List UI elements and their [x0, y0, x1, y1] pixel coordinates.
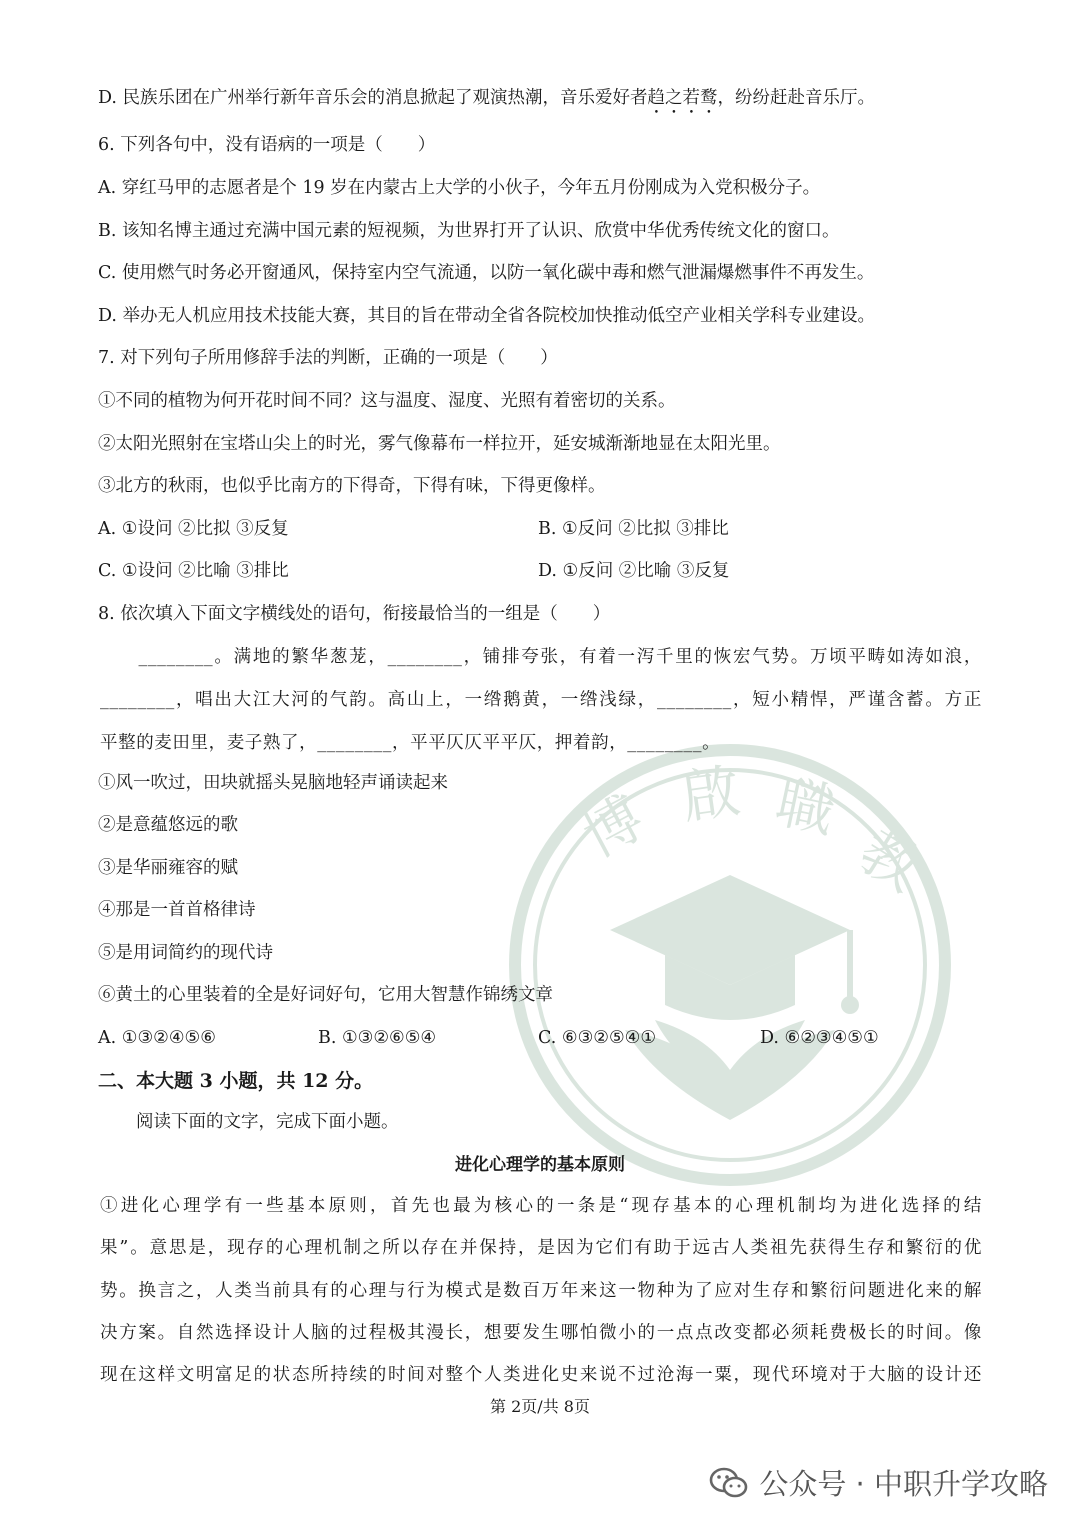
question-7-option-d: D. ①反问 ②比喻 ③反复 — [538, 561, 730, 581]
q5d-text: D. 民族乐团在广州举行新年音乐会的消息掀起了观演热潮，音乐爱好者 — [98, 88, 648, 108]
watermark-char-3: 職 — [770, 767, 841, 846]
question-7-option-a: A. ①设问 ②比拟 ③反复 — [98, 519, 289, 539]
watermark-char-1: 博 — [571, 783, 655, 871]
question-8-item-3: ③是华丽雍容的赋 — [98, 858, 238, 878]
question-6-stem: 6. 下列各句中，没有语病的一项是（ ） — [98, 135, 436, 155]
wechat-watermark — [709, 1462, 1048, 1503]
question-7-sentence-3: ③北方的秋雨，也似乎比南方的下得奇，下得有味，下得更像样。 — [98, 476, 606, 496]
question-8-item-4: ④那是一首首格律诗 — [98, 900, 256, 920]
question-6-option-a: A. 穿红马甲的志愿者是个 19 岁在内蒙古上大学的小伙子，今年五月份刚成为入党积极分子。 — [98, 178, 821, 198]
section-2-heading: 二、本大题 3 小题，共 12 分。 — [98, 1070, 374, 1092]
question-6-option-c: C. 使用燃气时务必开窗通风，保持室内空气流通，以防一氧化碳中毒和燃气泄漏爆燃事件不再发生。 — [98, 263, 875, 283]
q5d-text-end: ，纷纷赶赴音乐厅。 — [717, 88, 876, 108]
question-8-stem: 8. 依次填入下面文字横线处的语句，衔接最恰当的一组是（ ） — [98, 604, 611, 624]
question-7-stem: 7. 对下列句子所用修辞手法的判断，正确的一项是（ ） — [98, 348, 558, 368]
question-7-option-c: C. ①设问 ②比喻 ③排比 — [98, 561, 289, 581]
article-title: 进化心理学的基本原则 — [455, 1155, 625, 1175]
article-paragraph-1-line-4: 决方案。自然选择设计人脑的过程极其漫长，想要发生哪怕微小的一点点改变都必须耗费极长的时间。像 — [100, 1323, 982, 1343]
question-8-option-d: D. ⑥②③④⑤① — [760, 1028, 879, 1048]
question-7-sentence-1: ①不同的植物为何开花时间不同？这与温度、湿度、光照有着密切的关系。 — [98, 391, 676, 411]
question-6-option-d: D. 举办无人机应用技术技能大赛，其目的旨在带动全省各院校加快推动低空产业相关学科专业建设。 — [98, 306, 876, 326]
page-number: 第 2页/共 8页 — [490, 1397, 590, 1416]
question-8-item-2: ②是意蕴悠远的歌 — [98, 815, 238, 835]
reading-instruction: 阅读下面的文字，完成下面小题。 — [136, 1112, 399, 1132]
question-8-option-a: A. ①③②④⑤⑥ — [98, 1028, 216, 1048]
wechat-account-label: 公众号 · 中职升学攻略 — [759, 1467, 1048, 1501]
article-paragraph-1-line-5: 现在这样文明富足的状态所持续的时间对整个人类进化史来说不过沧海一粟，现代环境对于大脑的设计还 — [100, 1365, 982, 1385]
watermark-logo — [505, 740, 955, 1190]
question-8-passage-line-3: 平整的麦田里，麦子熟了，________，平平仄仄平平仄，押着韵，________。 — [100, 733, 721, 753]
question-7-option-b: B. ①反问 ②比拟 ③排比 — [538, 519, 729, 539]
article-paragraph-1-line-1: ①进化心理学有一些基本原则，首先也最为核心的一条是“现存基本的心理机制均为进化选择的结 — [100, 1196, 982, 1216]
q5d-emphasis: 趋之若鹜 — [647, 88, 718, 108]
question-5-option-d — [98, 86, 875, 118]
question-8-item-1: ①风一吹过，田块就摇头晃脑地轻声诵读起来 — [98, 773, 448, 793]
question-8-item-5: ⑤是用词简约的现代诗 — [98, 943, 273, 963]
question-7-sentence-2: ②太阳光照射在宝塔山尖上的时光，雾气像幕布一样拉开，延安城渐渐地显在太阳光里。 — [98, 434, 781, 454]
watermark-char-4: 教 — [847, 816, 933, 905]
watermark-char-2: 啟 — [677, 756, 745, 832]
question-8-passage-line-2: ________，唱出大江大河的气韵。高山上，一绺鹅黄，一绺浅绿，________，短小精悍，严谨含蓄。方正 — [100, 690, 982, 710]
question-8-option-c: C. ⑥③②⑤④① — [538, 1028, 657, 1048]
question-8-passage-line-1: ________。满地的繁华葱茏，________，铺排夸张，有着一泻千里的恢宏气势。万顷平畴如涛如浪， — [100, 647, 982, 667]
wechat-icon — [709, 1466, 749, 1500]
article-paragraph-1-line-2: 果”。意思是，现存的心理机制之所以存在并保持，是因为它们有助于远古人类祖先获得生存和繁衍的优 — [100, 1238, 982, 1258]
question-8-item-6: ⑥黄土的心里装着的全是好词好句，它用大智慧作锦绣文章 — [98, 985, 553, 1005]
question-6-option-b: B. 该知名博主通过充满中国元素的短视频，为世界打开了认识、欣赏中华优秀传统文化的窗口。 — [98, 221, 840, 241]
question-8-option-b: B. ①③②⑥⑤④ — [318, 1028, 437, 1048]
article-paragraph-1-line-3: 势。换言之，人类当前具有的心理与行为模式是数百万年来这一物种为了应对生存和繁衍问题进化来的解 — [100, 1281, 982, 1301]
